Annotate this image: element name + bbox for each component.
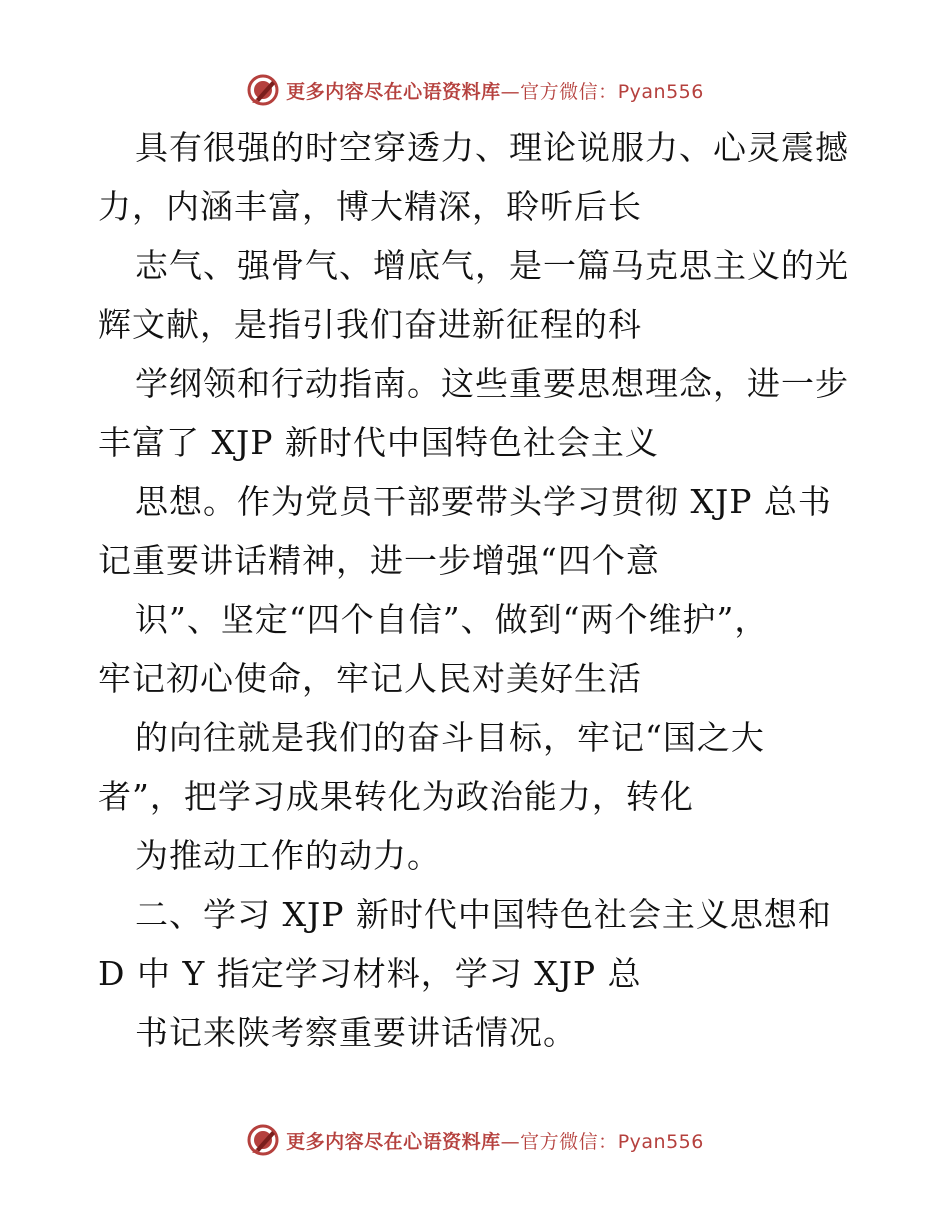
text-line: D 中 Y 指定学习材料，学习 XJP 总 xyxy=(98,954,642,993)
text-line: 书记来陕考察重要讲话情况。 xyxy=(135,1013,577,1052)
text-line: 丰富了 XJP 新时代中国特色社会主义 xyxy=(98,423,659,462)
watermark-main: 更多内容尽在心语资料库 xyxy=(286,1130,501,1153)
watermark-account: Pyan556 xyxy=(617,1130,704,1153)
text-line: 记重要讲话精神，进一步增强“四个意 xyxy=(98,541,660,580)
text-line: 牢记初心使命，牢记人民对美好生活 xyxy=(98,659,642,698)
watermark-label: 官方微信： xyxy=(520,1130,618,1153)
text-line: 思想。作为党员干部要带头学习贯彻 XJP 总书 xyxy=(135,482,832,521)
watermark-text xyxy=(286,1127,704,1154)
watermark-separator: — xyxy=(500,80,521,103)
text-line: 者”，把学习成果转化为政治能力，转化 xyxy=(98,777,694,816)
document-body xyxy=(98,118,858,1062)
text-line: 志气、强骨气、增底气，是一篇马克思主义的光 xyxy=(135,246,849,285)
watermark-footer xyxy=(0,1120,950,1160)
text-line: 识”、坚定“四个自信”、做到“两个维护”， xyxy=(135,600,769,639)
watermark-account: Pyan556 xyxy=(617,80,704,103)
watermark-text xyxy=(286,77,704,104)
text-line: 具有很强的时空穿透力、理论说服力、心灵震撼 xyxy=(135,128,849,167)
text-line: 学纲领和行动指南。这些重要思想理念，进一步 xyxy=(135,364,849,403)
text-line: 力，内涵丰富，博大精深，聆听后长 xyxy=(98,187,642,226)
pen-logo-icon xyxy=(246,1123,280,1157)
text-line: 的向往就是我们的奋斗目标，牢记“国之大 xyxy=(135,718,765,757)
watermark-main: 更多内容尽在心语资料库 xyxy=(286,80,501,103)
section-heading-line: 二、学习 XJP 新时代中国特色社会主义思想和 xyxy=(135,895,832,934)
watermark-header xyxy=(0,70,950,110)
pen-logo-icon xyxy=(246,73,280,107)
text-line: 辉文献，是指引我们奋进新征程的科 xyxy=(98,305,642,344)
watermark-separator: — xyxy=(500,1130,521,1153)
watermark-label: 官方微信： xyxy=(520,80,618,103)
text-line: 为推动工作的动力。 xyxy=(135,836,441,875)
